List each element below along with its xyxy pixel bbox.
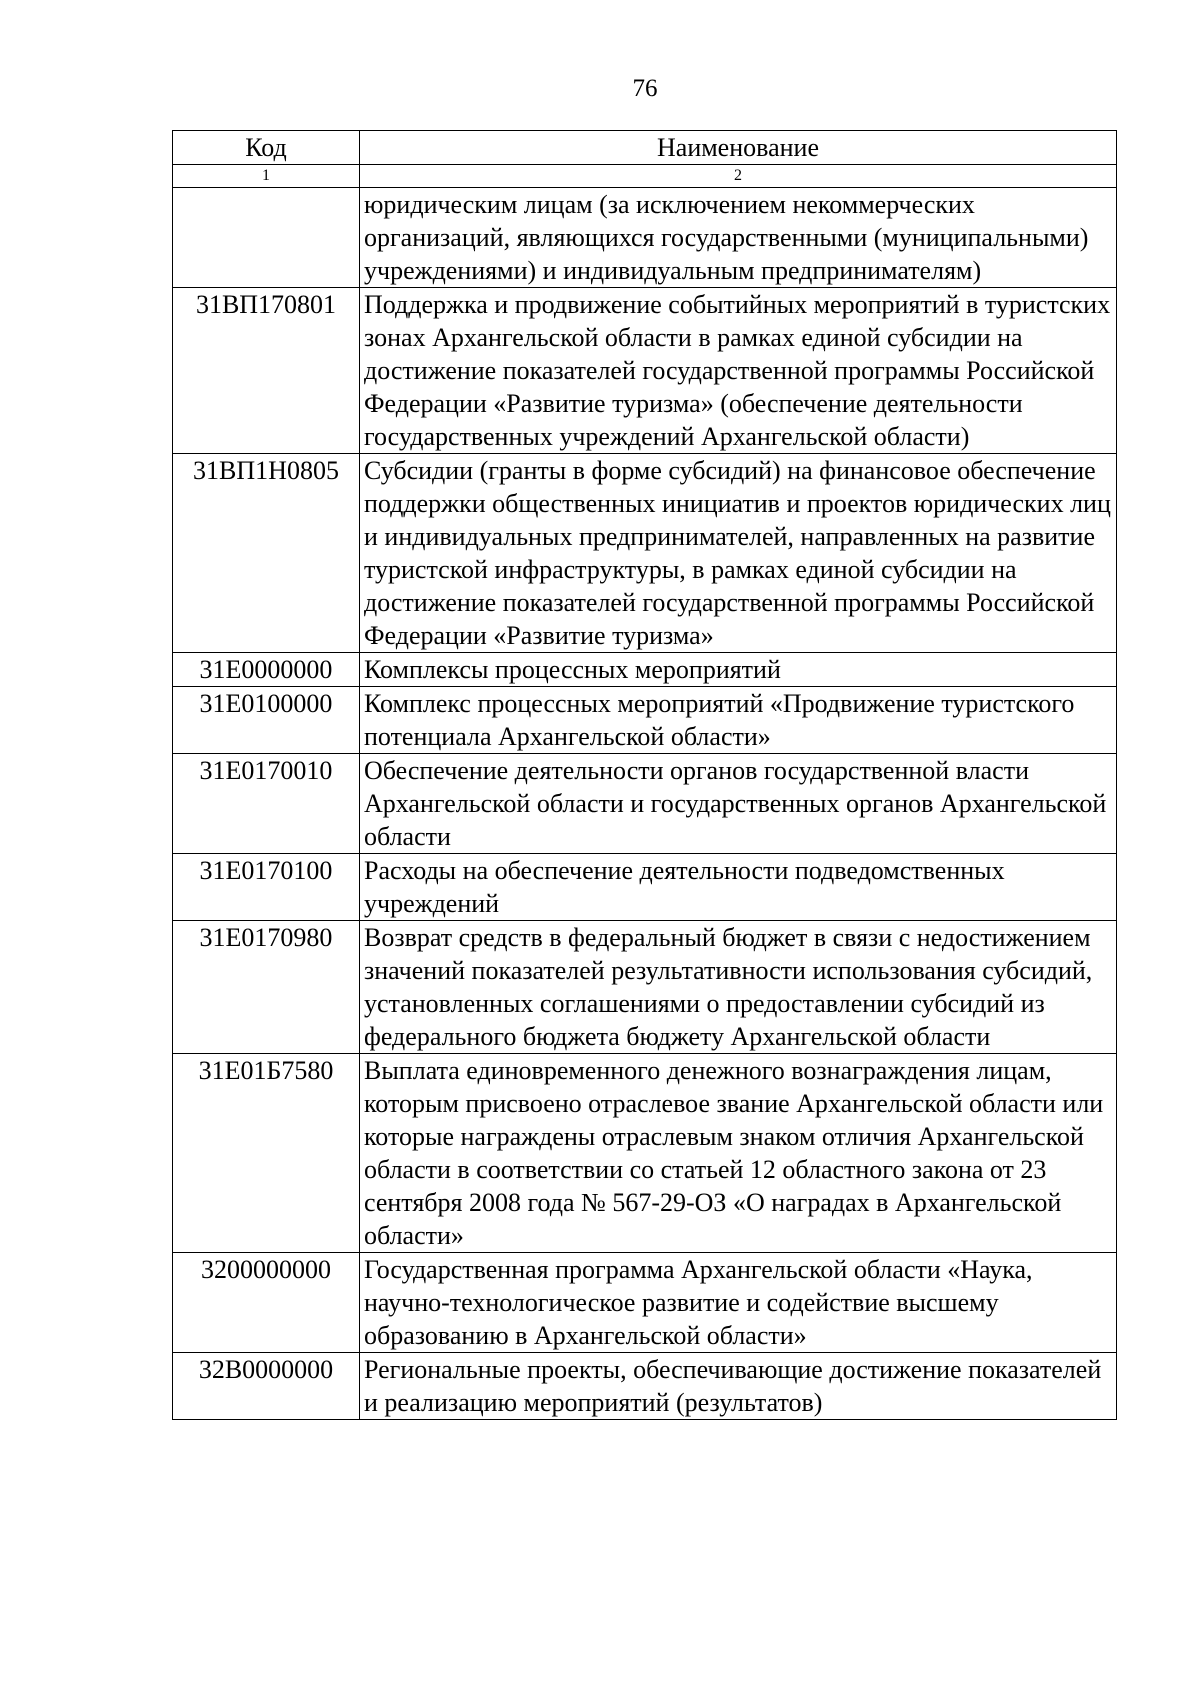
table-row (173, 921, 1117, 1054)
table-header-row (173, 131, 1117, 165)
row-code: 31Е0170010 (173, 754, 360, 854)
table-row (173, 1253, 1117, 1353)
row-name: Комплекс процессных мероприятий «Продвижение туристского потенциала Архангельской области» (360, 687, 1117, 754)
row-code: 31Е0170980 (173, 921, 360, 1054)
row-name: Расходы на обеспечение деятельности подведомственных учреждений (360, 854, 1117, 921)
table-row (173, 653, 1117, 687)
budget-code-table (172, 130, 1117, 1420)
row-name: Обеспечение деятельности органов государственной власти Архангельской области и государственных органов Архангельской области (360, 754, 1117, 854)
header-code: Код (173, 131, 360, 165)
table-row (173, 854, 1117, 921)
row-code: 31Е0000000 (173, 653, 360, 687)
table-body (173, 188, 1117, 1420)
table-row (173, 454, 1117, 653)
table-row (173, 1054, 1117, 1253)
header-name: Наименование (360, 131, 1117, 165)
row-code: 3200000000 (173, 1253, 360, 1353)
table-row (173, 754, 1117, 854)
row-name: юридическим лицам (за исключением некоммерческих организаций, являющихся государственными (муниципальными) учреждениями) и индивидуальным предпринимателям) (360, 188, 1117, 288)
row-code (173, 188, 360, 288)
row-name: Комплексы процессных мероприятий (360, 653, 1117, 687)
column-number-name: 2 (360, 165, 1117, 188)
row-code: 31Е01Б7580 (173, 1054, 360, 1253)
row-name: Выплата единовременного денежного вознаграждения лицам, которым присвоено отраслевое звание Архангельской области или которые награждены отраслевым знаком отличия Архангельской области в соответствии со статьей 12 областного закона от 23 сентября 2008 года № 567-29-ОЗ «О наградах в Архангельской области» (360, 1054, 1117, 1253)
row-code: 31ВП1Н0805 (173, 454, 360, 653)
page-number: 76 (632, 75, 658, 102)
table-row (173, 1353, 1117, 1420)
row-code: 31ВП170801 (173, 288, 360, 454)
row-code: 32В0000000 (173, 1353, 360, 1420)
row-code: 31Е0100000 (173, 687, 360, 754)
row-name: Возврат средств в федеральный бюджет в связи с недостижением значений показателей результативности использования субсидий, установленных соглашениями о предоставлении субсидий из федерального бюджета бюджету Архангельской области (360, 921, 1117, 1054)
row-code: 31Е0170100 (173, 854, 360, 921)
column-number-row (173, 165, 1117, 188)
column-number-code: 1 (173, 165, 360, 188)
table-row (173, 687, 1117, 754)
row-name: Поддержка и продвижение событийных мероприятий в туристских зонах Архангельской области в рамках единой субсидии на достижение показателей государственной программы Российской Федерации «Развитие туризма» (обеспечение деятельности государственных учреждений Архангельской области) (360, 288, 1117, 454)
table-row (173, 288, 1117, 454)
row-name: Государственная программа Архангельской области «Наука, научно-технологическое развитие и содействие высшему образованию в Архангельской области» (360, 1253, 1117, 1353)
row-name: Региональные проекты, обеспечивающие достижение показателей и реализацию мероприятий (результатов) (360, 1353, 1117, 1420)
table-row (173, 188, 1117, 288)
row-name: Субсидии (гранты в форме субсидий) на финансовое обеспечение поддержки общественных инициатив и проектов юридических лиц и индивидуальных предпринимателей, направленных на развитие туристской инфраструктуры, в рамках единой субсидии на достижение показателей государственной программы Российской Федерации «Развитие туризма» (360, 454, 1117, 653)
